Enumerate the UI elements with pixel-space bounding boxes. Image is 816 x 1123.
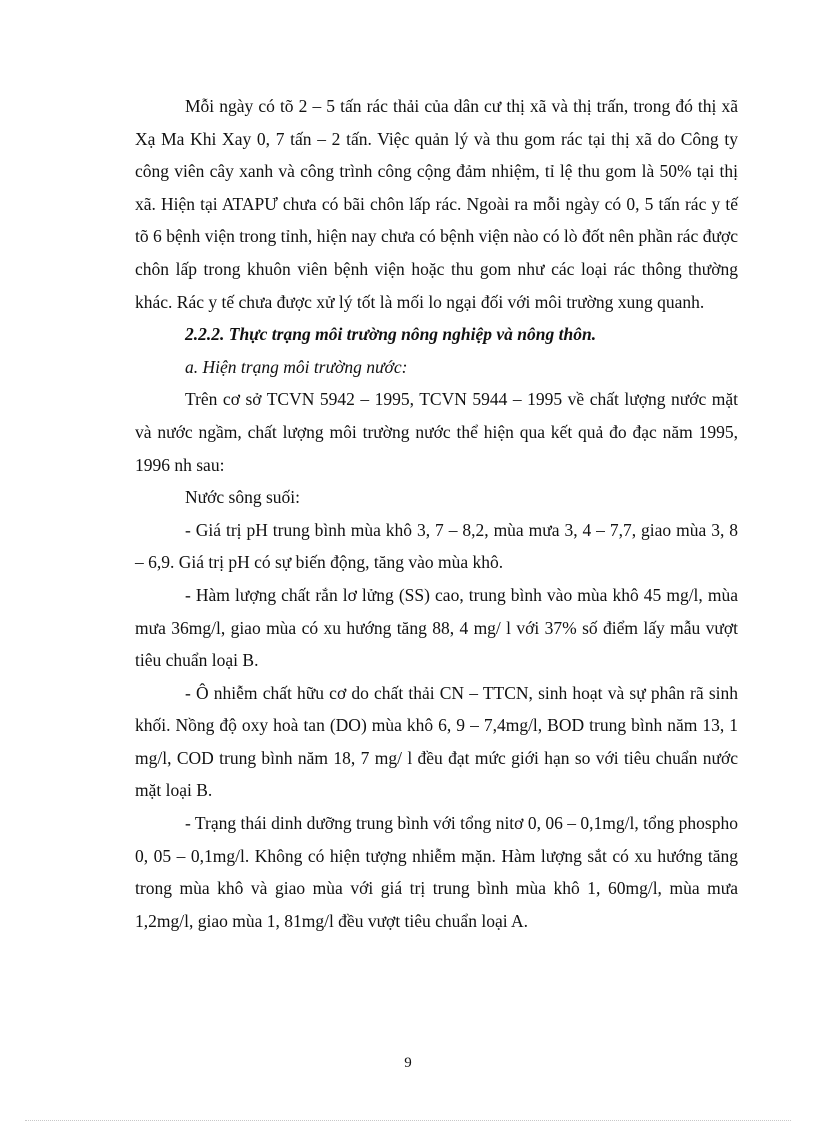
page-number: 9	[404, 1055, 412, 1071]
section-heading: 2.2.2. Thực trạng môi trường nông nghiệp và nông thôn.	[185, 324, 597, 345]
list-item-organic-pollution: - Ô nhiễm chất hữu cơ do chất thải CN – TTCN, sinh hoạt và sự phân rã sinh khối. Nồng độ oxy hoà tan (DO) mùa khô 6, 9 – 7,4mg/l, BOD trung bình năm 13, 1 mg/l, COD trung bình năm 18, 7 mg/ l đều đạt mức giới hạn so với tiêu chuẩn nước mặt loại B.	[135, 682, 738, 801]
page-body	[135, 90, 738, 937]
list-item-nutrients: - Trạng thái dinh dưỡng trung bình với tổng nitơ 0, 06 – 0,1mg/l, tổng phospho 0, 05 – 0,1mg/l. Không có hiện tượng nhiễm mặn. Hàm lượng sắt có xu hướng tăng trong mùa khô và giao mùa với giá trị trung bình mùa khô 1, 60mg/l, mùa mưa 1,2mg/l, giao mùa 1, 81mg/l đều vượt tiêu chuẩn loại A.	[135, 813, 738, 931]
list-item-suspended-solids: - Hàm lượng chất rắn lơ lửng (SS) cao, trung bình vào mùa khô 45 mg/l, mùa mưa 36mg/l, giao mùa có xu hướng tăng 88, 4 mg/ l với 37% số điểm lấy mẫu vượt tiêu chuẩn loại B.	[135, 584, 738, 671]
list-item-ph: - Giá trị pH trung bình mùa khô 3, 7 – 8,2, mùa mưa 3, 4 – 7,7, giao mùa 3, 8 – 6,9. Giá trị pH có sự biến động, tăng vào mùa khô.	[135, 519, 738, 573]
page-bottom-divider	[25, 1120, 791, 1121]
subsection-heading: a. Hiện trạng môi trường nước:	[185, 356, 408, 377]
paragraph-river-water-label: Nước sông suối:	[185, 487, 300, 508]
paragraph-standards: Trên cơ sở TCVN 5942 – 1995, TCVN 5944 – 1995 về chất lượng nước mặt và nước ngầm, chất lượng môi trường nước thể hiện qua kết quả đo đạc năm 1995, 1996 nh sau:	[135, 389, 738, 475]
paragraph-waste: Mỗi ngày có tõ 2 – 5 tấn rác thải của dân cư thị xã và thị trấn, trong đó thị xã Xạ Ma Khi Xay 0, 7 tấn – 2 tấn. Việc quản lý và thu gom rác tại thị xã do Công ty công viên cây xanh và công trình công cộng đảm nhiệm, tỉ lệ thu gom là 50% tại thị xã. Hiện tại ATAPƯ chưa có bãi chôn lấp rác. Ngoài ra mỗi ngày có 0, 5 tấn rác y tế tõ 6 bệnh viện trong tỉnh, hiện nay chưa có bệnh viện nào có lò đốt nên phần rác được chôn lấp trong khuôn viên bệnh viện hoặc thu gom như các loại rác thông thường khác. Rác y tế chưa được xử lý tốt là mối lo ngại đối với môi trường xung quanh.	[135, 96, 738, 312]
